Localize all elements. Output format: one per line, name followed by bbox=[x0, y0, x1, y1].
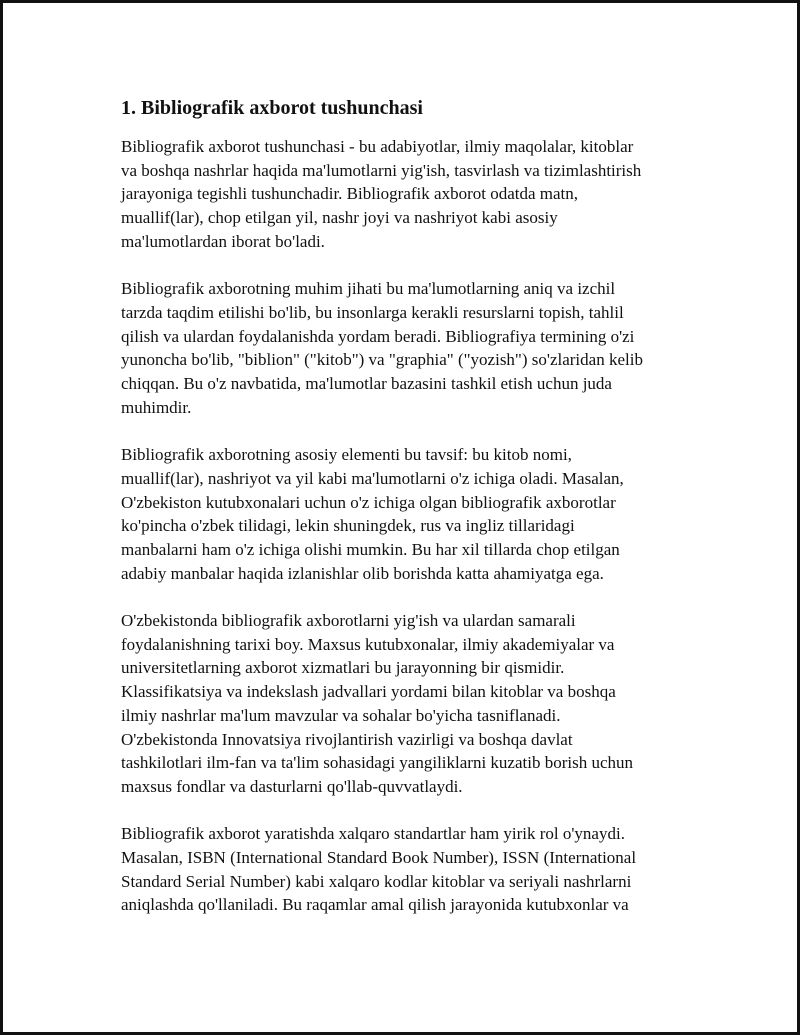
paragraph-line: Bibliografik axborotning muhim jihati bu ma'lumotlarning aniq va izchil bbox=[121, 279, 616, 299]
paragraph-line: tarzda taqdim etilishi bo'lib, bu insonlarga kerakli resurslarni topish, tahlil bbox=[121, 302, 624, 322]
paragraph-line: ilmiy nashrlar ma'lum mavzular va sohalar bo'yicha tasniflanadi. bbox=[121, 705, 561, 725]
paragraph-line: va boshqa nashrlar haqida ma'lumotlarni yig'ish, tasvirlash va tizimlashtirish bbox=[121, 160, 642, 180]
paragraph-line: Bibliografik axborotning asosiy elementi bu tavsif: bu kitob nomi, bbox=[121, 445, 572, 465]
paragraph-line: muallif(lar), nashriyot va yil kabi ma'lumotlarni o'z ichiga oladi. Masalan, bbox=[121, 468, 624, 488]
section-heading: 1. Bibliografik axborot tushunchasi bbox=[121, 97, 423, 119]
paragraph-line: chiqqan. Bu o'z navbatida, ma'lumotlar bazasini tashkil etish uchun juda bbox=[121, 374, 612, 394]
paragraph-line: muallif(lar), chop etilgan yil, nashr joyi va nashriyot kabi asosiy bbox=[121, 208, 558, 228]
paragraph bbox=[121, 443, 691, 585]
paragraph-line: Masalan, ISBN (International Standard Book Number), ISSN (International bbox=[121, 848, 637, 868]
paragraph-line: muhimdir. bbox=[121, 397, 192, 417]
paragraph-line: foydalanishning tarixi boy. Maxsus kutubxonalar, ilmiy akademiyalar va bbox=[121, 634, 615, 654]
paragraph-line: O'zbekiston kutubxonalari uchun o'z ichiga olgan bibliografik axborotlar bbox=[121, 492, 616, 512]
paragraph-line: maxsus fondlar va dasturlarni qo'llab-quvvatlaydi. bbox=[121, 776, 463, 796]
document-content bbox=[121, 95, 691, 941]
paragraph-line: Standard Serial Number) kabi xalqaro kodlar kitoblar va seriyali nashrlarni bbox=[121, 871, 632, 891]
paragraph bbox=[121, 135, 691, 254]
paragraph-line: qilish va ulardan foydalanishda yordam beradi. Bibliografiya termining o'zi bbox=[121, 326, 635, 346]
paragraph-line: jarayoniga tegishli tushunchadir. Bibliografik axborot odatda matn, bbox=[121, 184, 579, 204]
paragraph-line: ma'lumotlardan iborat bo'ladi. bbox=[121, 231, 325, 251]
paragraph-line: O'zbekistonda Innovatsiya rivojlantirish vazirligi va boshqa davlat bbox=[121, 729, 573, 749]
paragraph-line: O'zbekistonda bibliografik axborotlarni yig'ish va ulardan samarali bbox=[121, 611, 576, 631]
paragraph-line: Klassifikatsiya va indekslash jadvallari yordami bilan kitoblar va boshqa bbox=[121, 682, 616, 702]
paragraph-line: aniqlashda qo'llaniladi. Bu raqamlar amal qilish jarayonida kutubxonlar va bbox=[121, 895, 629, 915]
paragraph bbox=[121, 822, 691, 917]
paragraph-line: manbalarni ham o'z ichiga olishi mumkin. Bu har xil tillarda chop etilgan bbox=[121, 539, 620, 559]
paragraph-line: adabiy manbalar haqida izlanishlar olib borishda katta ahamiyatga ega. bbox=[121, 563, 604, 583]
paragraph bbox=[121, 277, 691, 419]
paragraph-line: universitetlarning axborot xizmatlari bu jarayonning bir qismidir. bbox=[121, 658, 565, 678]
paragraph-line: tashkilotlari ilm-fan va ta'lim sohasidagi yangiliklarni kuzatib borish uchun bbox=[121, 753, 634, 773]
paragraph bbox=[121, 609, 691, 799]
paragraph-line: Bibliografik axborot yaratishda xalqaro standartlar ham yirik rol o'ynaydi. bbox=[121, 824, 625, 844]
paragraph-line: yunoncha bo'lib, "biblion" ("kitob") va "graphia" ("yozish") so'zlaridan kelib bbox=[121, 350, 643, 370]
paragraph-line: ko'pincha o'zbek tilidagi, lekin shuningdek, rus va ingliz tillaridagi bbox=[121, 516, 575, 536]
paragraph-line: Bibliografik axborot tushunchasi - bu adabiyotlar, ilmiy maqolalar, kitoblar bbox=[121, 137, 634, 156]
paragraph-list bbox=[121, 135, 691, 917]
